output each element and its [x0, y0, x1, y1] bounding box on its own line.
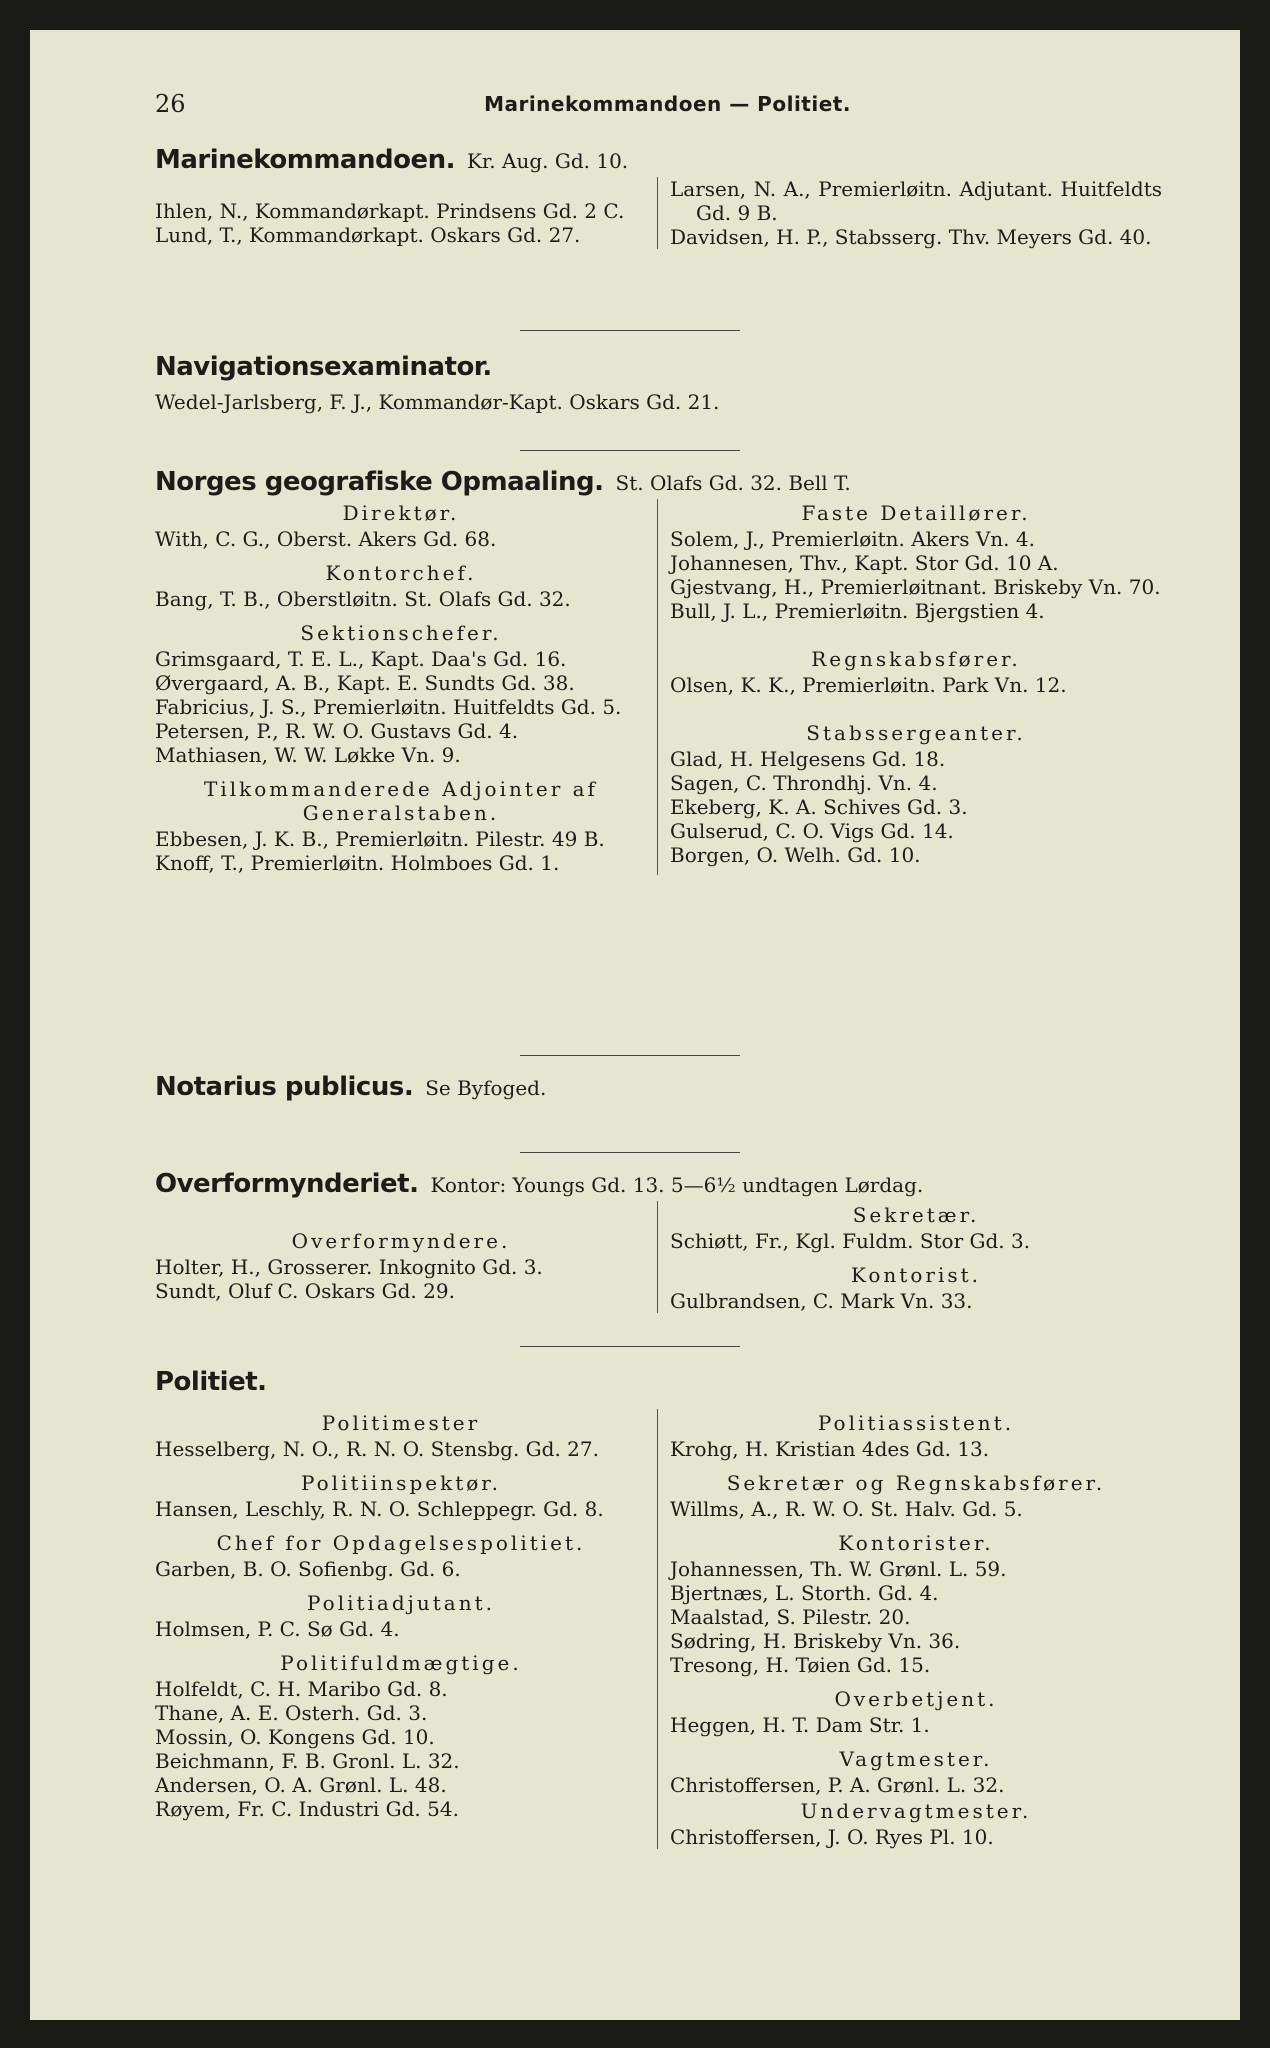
section-title: Navigationsexaminator. — [155, 352, 492, 382]
subheading: Politiinspektør. — [300, 1471, 501, 1495]
section-title: Marinekommandoen. — [155, 145, 455, 175]
subheading: Politiassistent. — [817, 1411, 1015, 1435]
entry: Øvergaard, A. B., Kapt. E. Sundts Gd. 38. — [155, 671, 575, 695]
entry: Sagen, C. Throndhj. Vn. 4. — [670, 771, 938, 795]
entry: Holter, H., Grosserer. Inkognito Gd. 3. — [155, 1255, 543, 1279]
entry: Garben, B. O. Sofienbg. Gd. 6. — [155, 1557, 461, 1581]
divider — [520, 1346, 740, 1347]
entry: Mathiasen, W. W. Løkke Vn. 9. — [155, 743, 461, 767]
section-title: Norges geografiske Opmaaling. — [155, 467, 604, 497]
section-address: Kr. Aug. Gd. 10. — [466, 149, 629, 173]
entry: Christoffersen, J. O. Ryes Pl. 10. — [670, 1825, 994, 1849]
entry: Mossin, O. Kongens Gd. 10. — [155, 1725, 435, 1749]
subheading: Faste Detaillører. — [801, 501, 1031, 525]
entry: Holfeldt, C. H. Maribo Gd. 8. — [155, 1677, 448, 1701]
subheading: Regnskabsfører. — [811, 647, 1021, 671]
entry: Lund, T., Kommandørkapt. Oskars Gd. 27. — [155, 223, 581, 247]
entry: With, C. G., Oberst. Akers Gd. 68. — [155, 527, 497, 551]
entry: Heggen, H. T. Dam Str. 1. — [670, 1713, 930, 1737]
entry: Solem, J., Premierløitn. Akers Vn. 4. — [670, 527, 1035, 551]
entry: Andersen, O. A. Grønl. L. 48. — [155, 1773, 447, 1797]
section-notarius-publicus — [155, 1072, 1162, 1102]
entry: Sødring, H. Briskeby Vn. 36. — [670, 1629, 961, 1653]
entry: Tresong, H. Tøien Gd. 15. — [670, 1653, 931, 1677]
entry: Olsen, K. K., Premierløitn. Park Vn. 12. — [670, 673, 1067, 697]
section-overformynderiet — [155, 1169, 1162, 1313]
entry: Wedel-Jarlsberg, F. J., Kommandør-Kapt. Oskars Gd. 21. — [155, 390, 720, 414]
entry: Thane, A. E. Osterh. Gd. 3. — [155, 1701, 428, 1725]
divider — [520, 1152, 740, 1153]
entry: Gulbrandsen, C. Mark Vn. 33. — [670, 1289, 973, 1313]
entry: Holmsen, P. C. Sø Gd. 4. — [155, 1617, 400, 1641]
page-number: 26 — [155, 90, 186, 118]
section-address: Kontor: Youngs Gd. 13. 5—6½ undtagen Lørdag. — [430, 1173, 924, 1197]
subheading: Politifuldmægtige. — [280, 1651, 522, 1675]
divider — [520, 450, 740, 451]
section-marinekommandoen — [155, 145, 1162, 249]
entry: Hesselberg, N. O., R. N. O. Stensbg. Gd. 27. — [155, 1437, 599, 1461]
section-navigationsexaminator — [155, 352, 1162, 414]
subheading: Undervagtmester. — [800, 1799, 1032, 1823]
subheading: Sekretær og Regnskabsfører. — [726, 1471, 1106, 1495]
entry: Ekeberg, K. A. Schives Gd. 3. — [670, 795, 968, 819]
divider — [520, 330, 740, 331]
subheading: Vagtmester. — [839, 1747, 993, 1771]
section-title: Politiet. — [155, 1367, 267, 1397]
section-address: St. Olafs Gd. 32. Bell T. — [615, 471, 851, 495]
subheading: Direktør. — [342, 501, 460, 525]
entry: Johannesen, Thv., Kapt. Stor Gd. 10 A. — [670, 551, 1059, 575]
entry: Ebbesen, J. K. B., Premierløitn. Pilestr. 49 B. — [155, 827, 605, 851]
entry: Krohg, H. Kristian 4des Gd. 13. — [670, 1437, 990, 1461]
entry: Willms, A., R. W. O. St. Halv. Gd. 5. — [670, 1497, 1023, 1521]
divider — [520, 1055, 740, 1056]
entry: Grimsgaard, T. E. L., Kapt. Daa's Gd. 16. — [155, 647, 567, 671]
subheading: Tilkommanderede Adjointer af Generalstaben. — [204, 777, 598, 825]
entry: Gjestvang, H., Premierløitnant. Briskeby Vn. 70. — [670, 575, 1161, 599]
entry: Beichmann, F. B. Gronl. L. 32. — [155, 1749, 460, 1773]
subheading: Politiadjutant. — [307, 1591, 495, 1615]
entry: Glad, H. Helgesens Gd. 18. — [670, 747, 946, 771]
entry: Ihlen, N., Kommandørkapt. Prindsens Gd. 2 C. — [155, 199, 625, 223]
entry: Davidsen, H. P., Stabsserg. Thv. Meyers Gd. 40. — [670, 225, 1152, 249]
subheading: Overformyndere. — [291, 1229, 511, 1253]
entry: Gulserud, C. O. Vigs Gd. 14. — [670, 819, 954, 843]
subheading: Sekretær. — [852, 1203, 980, 1227]
entry: Maalstad, S. Pilestr. 20. — [670, 1605, 911, 1629]
directory-page — [30, 30, 1240, 2020]
running-header — [155, 92, 1180, 120]
section-title: Overformynderiet. — [155, 1169, 419, 1199]
section-politiet — [155, 1367, 1162, 1849]
subheading: Sektionschefer. — [300, 621, 502, 645]
running-title: Marinekommandoen — Politiet. — [484, 92, 851, 116]
entry: Christoffersen, P. A. Grønl. L. 32. — [670, 1773, 1005, 1797]
entry: Johannessen, Th. W. Grønl. L. 59. — [670, 1557, 1007, 1581]
entry: Røyem, Fr. C. Industri Gd. 54. — [155, 1797, 459, 1821]
section-title: Notarius publicus. — [155, 1072, 414, 1102]
section-text: Se Byfoged. — [425, 1076, 547, 1100]
entry: Knoff, T., Premierløitn. Holmboes Gd. 1. — [155, 851, 560, 875]
entry: Bjertnæs, L. Storth. Gd. 4. — [670, 1581, 939, 1605]
subheading: Overbetjent. — [834, 1687, 998, 1711]
entry: Sundt, Oluf C. Oskars Gd. 29. — [155, 1279, 455, 1303]
subheading: Stabssergeanter. — [806, 721, 1026, 745]
entry: Borgen, O. Welh. Gd. 10. — [670, 843, 921, 867]
subheading: Politimester — [321, 1411, 481, 1435]
entry: Larsen, N. A., Premierløitn. Adjutant. Huitfeldts Gd. 9 B. — [670, 177, 1162, 225]
section-geografiske-opmaaling — [155, 467, 1162, 875]
entry: Hansen, Leschly, R. N. O. Schleppegr. Gd. 8. — [155, 1497, 604, 1521]
subheading: Chef for Opdagelsespolitiet. — [216, 1531, 586, 1555]
subheading: Kontorchef. — [325, 561, 477, 585]
entry: Bang, T. B., Oberstløitn. St. Olafs Gd. 32. — [155, 587, 571, 611]
entry: Schiøtt, Fr., Kgl. Fuldm. Stor Gd. 3. — [670, 1229, 1031, 1253]
entry: Petersen, P., R. W. O. Gustavs Gd. 4. — [155, 719, 519, 743]
subheading: Kontorist. — [850, 1263, 982, 1287]
entry: Bull, J. L., Premierløitn. Bjergstien 4. — [670, 599, 1045, 623]
subheading: Kontorister. — [838, 1531, 994, 1555]
entry: Fabricius, J. S., Premierløitn. Huitfeldts Gd. 5. — [155, 695, 622, 719]
